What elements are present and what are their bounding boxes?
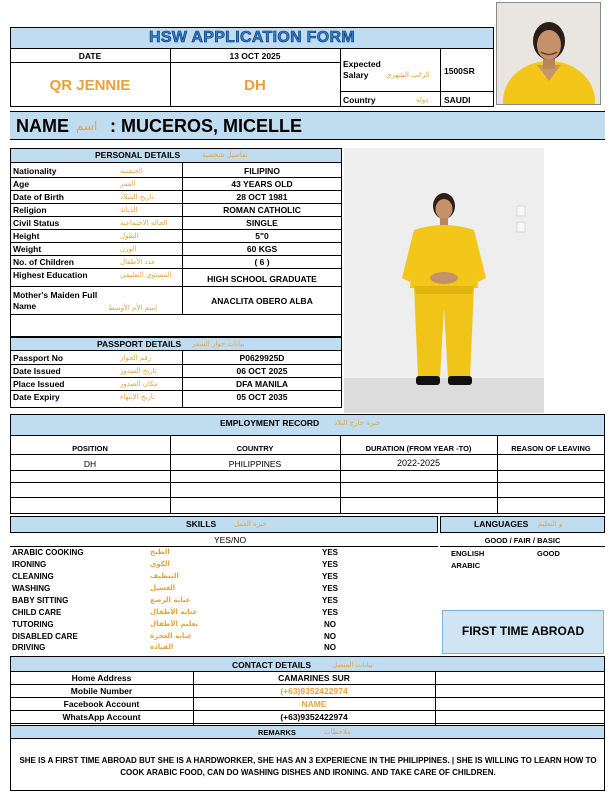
employment-row-duration: 2022-2025 [396, 458, 441, 468]
remarks-header [10, 725, 605, 739]
contact-details-title: CONTACT DETAILS [232, 660, 312, 670]
skills-arabic: خبرة العمل [234, 520, 267, 528]
agency-name: QR JENNIE [49, 77, 131, 94]
personal-row: Weight الوزن 60 KGS [10, 243, 342, 256]
portrait-photo [496, 2, 601, 105]
contact-row: Mobile Number (+63)9352422974 [10, 685, 605, 698]
personal-row: Religion الديانة ROMAN CATHOLIC [10, 204, 342, 217]
passport-row: Place Issued مكان الصدور DFA MANILA [10, 378, 342, 391]
date-value: 13 OCT 2025 [229, 51, 281, 61]
language-english: ENGLISH [451, 549, 485, 558]
language-arabic: ARABIC [451, 561, 481, 570]
remarks-title: REMARKS [258, 728, 296, 737]
date-label: DATE [78, 51, 102, 61]
contact-row: Home Address CAMARINES SUR [10, 672, 605, 685]
employment-record-title: EMPLOYMENT RECORD [220, 418, 320, 428]
employment-header-position: POSITION [72, 444, 108, 453]
employment-row-position: DH [83, 459, 97, 469]
personal-row: Height الطول 5"0 [10, 230, 342, 243]
language-english-level: GOOD [537, 549, 560, 558]
languages-scale: GOOD / FAIR / BASIC [484, 536, 561, 545]
skill-row: WASHING الغسيل YES [12, 584, 338, 593]
contact-row: Facebook Account NAME [10, 698, 605, 711]
personal-row: Age العمر 43 YEARS OLD [10, 178, 342, 191]
personal-row: Date of Birth تاريخ الميلاد 28 OCT 1981 [10, 191, 342, 204]
remarks-arabic: ملاحظات [324, 728, 351, 736]
passport-row: Date Issued تاريخ الصدور 06 OCT 2025 [10, 365, 342, 378]
passport-row: Passport No رقم الجواز P0629925D [10, 352, 342, 365]
skill-row: CLEANING التنظيف YES [12, 572, 338, 581]
country-label: Country [343, 95, 376, 105]
salary-value: 1500SR [444, 66, 475, 76]
applicant-name: : MUCEROS, MICELLE [110, 116, 302, 136]
skills-header [10, 516, 438, 533]
mother-name-row: Mother's Maiden Full Name إسم الأم الأوسط ANACLITA OBERO ALBA [10, 287, 342, 315]
personal-details-title: PERSONAL DETAILS [95, 150, 181, 160]
skills-title: SKILLS [186, 519, 217, 529]
personal-row: Highest Education المستوى التعليمي HIGH SCHOOL GRADUATE [10, 269, 342, 287]
full-body-photo [344, 148, 544, 413]
languages-arabic: و التعليم [538, 520, 563, 528]
personal-row: Nationality الجنسية FILIPINO [10, 165, 342, 178]
employment-header-country: COUNTRY [236, 444, 274, 453]
personal-details-arabic: تفاصيل شخصية [202, 151, 248, 159]
personal-row: No. of Children عدد الأطفال ( 6 ) [10, 256, 342, 269]
employment-header-reason: REASON OF LEAVING [511, 444, 591, 453]
skill-row: CHILD CARE عناية الأطفال YES [12, 608, 338, 617]
skill-row: DISABLED CARE عناية العجزة NO [12, 632, 336, 641]
employment-row-country: PHILIPPINES [228, 459, 282, 469]
passport-details-title: PASSPORT DETAILS [97, 339, 182, 349]
languages-title: LANGUAGES [474, 519, 529, 529]
country-value: SAUDI [444, 95, 471, 105]
skill-row: ARABIC COOKING الطبخ YES [12, 548, 338, 557]
passport-details-arabic: بيانات جواز السفر [192, 340, 245, 348]
skill-row: BABY SITTING عناية الرضع YES [12, 596, 338, 605]
contact-row: WhatsApp Account (+63)9352422974 [10, 711, 605, 724]
name-bar [10, 111, 605, 140]
remarks-text: SHE IS A FIRST TIME ABROAD BUT SHE IS A HARDWORKER, SHE HAS AN 3 EXPERIECNE IN THE PHILIPPINES. | SHE IS WILLING TO LEARN HOW TO COOK ARABIC FOOD, CAN DO WASHING DISHES AND IRONING. AND TAKE CARE OF CHILDREN. [19, 756, 597, 777]
contact-details-arabic: بيانات المتصل [332, 661, 373, 669]
skill-row: DRIVING القيادة NO [12, 643, 336, 652]
skill-row: IRONING الكوي YES [12, 560, 338, 569]
personal-row: Civil Status الحالة الاجتماعية SINGLE [10, 217, 342, 230]
first-time-abroad: FIRST TIME ABROAD [461, 624, 585, 638]
form-title: HSW APPLICATION FORM [149, 29, 355, 46]
skills-yes-no: YES/NO [213, 535, 247, 545]
name-arabic: اسم [76, 119, 98, 133]
salary-label: Expected Salary [343, 59, 381, 80]
passport-row: Date Expiry تاريخ الإنتهاء 05 OCT 2035 [13, 392, 288, 402]
name-label: NAME [16, 116, 69, 136]
employment-record-arabic: خبرة خارج البلاد [334, 419, 381, 427]
skill-row: TUTORING تعليم الأطفال NO [12, 620, 336, 629]
position-code: DH [244, 77, 266, 94]
country-arabic: دولة [416, 96, 429, 104]
salary-arabic: الراتب الشهري [386, 71, 430, 79]
employment-header-duration: DURATION (FROM YEAR -TO) [365, 444, 472, 453]
